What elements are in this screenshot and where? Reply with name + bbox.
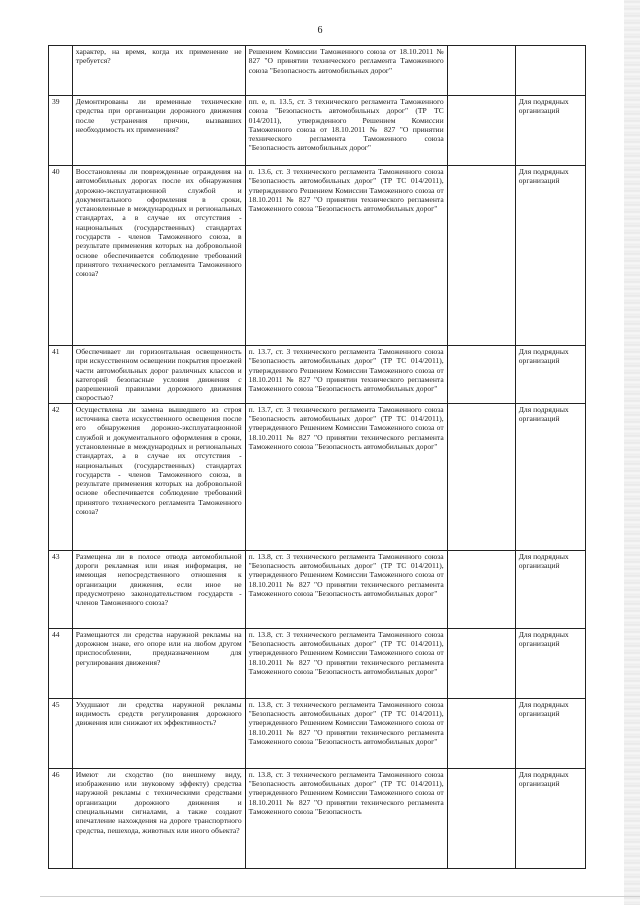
reference-text: п. 13.8, ст. 3 технического регламента Таможенного союза "Безопасность автомобильных дорог" (ТР ТС 014/2011), утвержденного Решением Комиссии Таможенного союза от 18.10.2011 № 827 "О принятии технического регламента Таможенного союза "Безопасность автомобильных дорог": [245, 550, 447, 628]
question-text: Восстановлены ли поврежденные ограждения на автомобильных дорогах после их обнаружения дорожно-эксплуатационной службой и документального оформления в сроки, установленные в международных и региональных стандартах, а в случае их отсутствия - национальных (государственных) стандартах государств - членов Таможенного союза, в результате применения которых на добровольной основе обеспечивается соблюдение требований принятого технического регламента Таможенного союза?: [72, 166, 245, 346]
answer-cell: [447, 628, 515, 698]
reference-text: п. 13.8, ст. 3 технического регламента Таможенного союза "Безопасность автомобильных дорог" (ТР ТС 014/2011), утвержденного Решением Комиссии Таможенного союза от 18.10.2011 № 827 "О принятии технического регламента Таможенного союза "Безопасность автомобильных дорог": [245, 698, 447, 768]
note-cell: Для подрядных организаций: [515, 768, 585, 868]
table-row: [49, 768, 586, 868]
question-text: Размещена ли в полосе отвода автомобильной дороги рекламная или иная информация, не имеющая непосредственного отношения к организации движения, если иное не предусмотрено законодательством государств - членов Таможенного союза?: [72, 550, 245, 628]
note-cell: [515, 46, 585, 96]
scan-edge: [624, 0, 640, 905]
scan-bottom-line: [40, 896, 640, 897]
question-text: Размещаются ли средства наружной рекламы на дорожном знаке, его опоре или на любом другом приспособлении, предназначенном для регулирования движения?: [72, 628, 245, 698]
answer-cell: [447, 346, 515, 404]
question-text: Ухудшают ли средства наружной рекламы видимость средств регулирования дорожного движения или снижают их эффективность?: [72, 698, 245, 768]
answer-cell: [447, 550, 515, 628]
reference-text: п. 13.6, ст. 3 технического регламента Таможенного союза "Безопасность автомобильных дорог" (ТР ТС 014/2011), утвержденного Решением Комиссии Таможенного союза от 18.10.2011 № 827 "О принятии технического регламента Таможенного союза "Безопасность автомобильных дорог": [245, 166, 447, 346]
row-number: 40: [49, 166, 73, 346]
row-number: 45: [49, 698, 73, 768]
table-row: [49, 46, 586, 96]
note-cell: Для подрядных организаций: [515, 403, 585, 550]
row-number: [49, 46, 73, 96]
reference-text: п. 13.7, ст. 3 технического регламента Таможенного союза "Безопасность автомобильных дорог" (ТР ТС 014/2011), утвержденного Решением Комиссии Таможенного союза от 18.10.2011 № 827 "О принятии технического регламента Таможенного союза "Безопасность автомобильных дорог": [245, 346, 447, 404]
answer-cell: [447, 403, 515, 550]
checklist-table: [48, 45, 586, 869]
answer-cell: [447, 768, 515, 868]
reference-text: п. 13.8, ст. 3 технического регламента Таможенного союза "Безопасность автомобильных дорог" (ТР ТС 014/2011), утвержденного Решением Комиссии Таможенного союза от 18.10.2011 № 827 "О принятии технического регламента Таможенного союза "Безопасность: [245, 768, 447, 868]
note-cell: Для подрядных организаций: [515, 346, 585, 404]
table-row: [49, 346, 586, 404]
row-number: 42: [49, 403, 73, 550]
table-row: [49, 698, 586, 768]
page-number: 6: [317, 25, 323, 36]
checklist-table-body: [49, 46, 586, 869]
answer-cell: [447, 96, 515, 166]
table-row: [49, 628, 586, 698]
table-row: [49, 96, 586, 166]
note-cell: Для подрядных организаций: [515, 166, 585, 346]
note-cell: Для подрядных организаций: [515, 628, 585, 698]
answer-cell: [447, 698, 515, 768]
question-text: Осуществлена ли замена вышедшего из строя источника света искусственного освещения после его обнаружения дорожно-эксплуатационной службой и документального оформления в сроки, установленные в международных и региональных стандартах, а в случае их отсутствия - национальных (государственных) стандартах государств - членов Таможенного союза, в результате применения которых на добровольной основе обеспечивается соблюдение требований принятого технического регламента Таможенного союза?: [72, 403, 245, 550]
question-text: Обеспечивает ли горизонтальная освещенность при искусственном освещении покрытия проезжей части автомобильных дорог различных классов и категорий безопасные условия движения с разрешенной правилами дорожного движения скоростью?: [72, 346, 245, 404]
question-text: характер, на время, когда их применение не требуется?: [72, 46, 245, 96]
row-number: 41: [49, 346, 73, 404]
note-cell: Для подрядных организаций: [515, 96, 585, 166]
reference-text: п. 13.8, ст. 3 технического регламента Таможенного союза "Безопасность автомобильных дорог" (ТР ТС 014/2011), утвержденного Решением Комиссии Таможенного союза от 18.10.2011 № 827 "О принятии технического регламента Таможенного союза "Безопасность автомобильных дорог": [245, 628, 447, 698]
table-row: [49, 166, 586, 346]
answer-cell: [447, 166, 515, 346]
reference-text: п. 13.7, ст. 3 технического регламента Таможенного союза "Безопасность автомобильных дорог" (ТР ТС 014/2011), утвержденного Решением Комиссии Таможенного союза от 18.10.2011 № 827 "О принятии технического регламента Таможенного союза "Безопасность автомобильных дорог": [245, 403, 447, 550]
row-number: 46: [49, 768, 73, 868]
table-row: [49, 403, 586, 550]
note-cell: Для подрядных организаций: [515, 550, 585, 628]
row-number: 39: [49, 96, 73, 166]
question-text: Имеют ли сходство (по внешнему виду, изображению или звуковому эффекту) средства наружной рекламы с техническими средствами организации дорожного движения и специальными сигналами, а также создают впечатление нахождения на дороге транспортного средства, пешехода, животных или иного объекта?: [72, 768, 245, 868]
note-cell: Для подрядных организаций: [515, 698, 585, 768]
question-text: Демонтированы ли временные технические средства при организации дорожного движения после устранения причин, вызвавших необходимость их применения?: [72, 96, 245, 166]
row-number: 44: [49, 628, 73, 698]
reference-text: Решением Комиссии Таможенного союза от 18.10.2011 № 827 "О принятии технического регламента Таможенного союза "Безопасность автомобильных дорог": [245, 46, 447, 96]
reference-text: пп. е, п. 13.5, ст. 3 технического регламента Таможенного союза "Безопасность автомобильных дорог" (ТР ТС 014/2011), утвержденного Решением Комиссии Таможенного союза от 18.10.2011 № 827 "О принятии технического регламента Таможенного союза "Безопасность автомобильных дорог": [245, 96, 447, 166]
row-number: 43: [49, 550, 73, 628]
answer-cell: [447, 46, 515, 96]
table-row: [49, 550, 586, 628]
